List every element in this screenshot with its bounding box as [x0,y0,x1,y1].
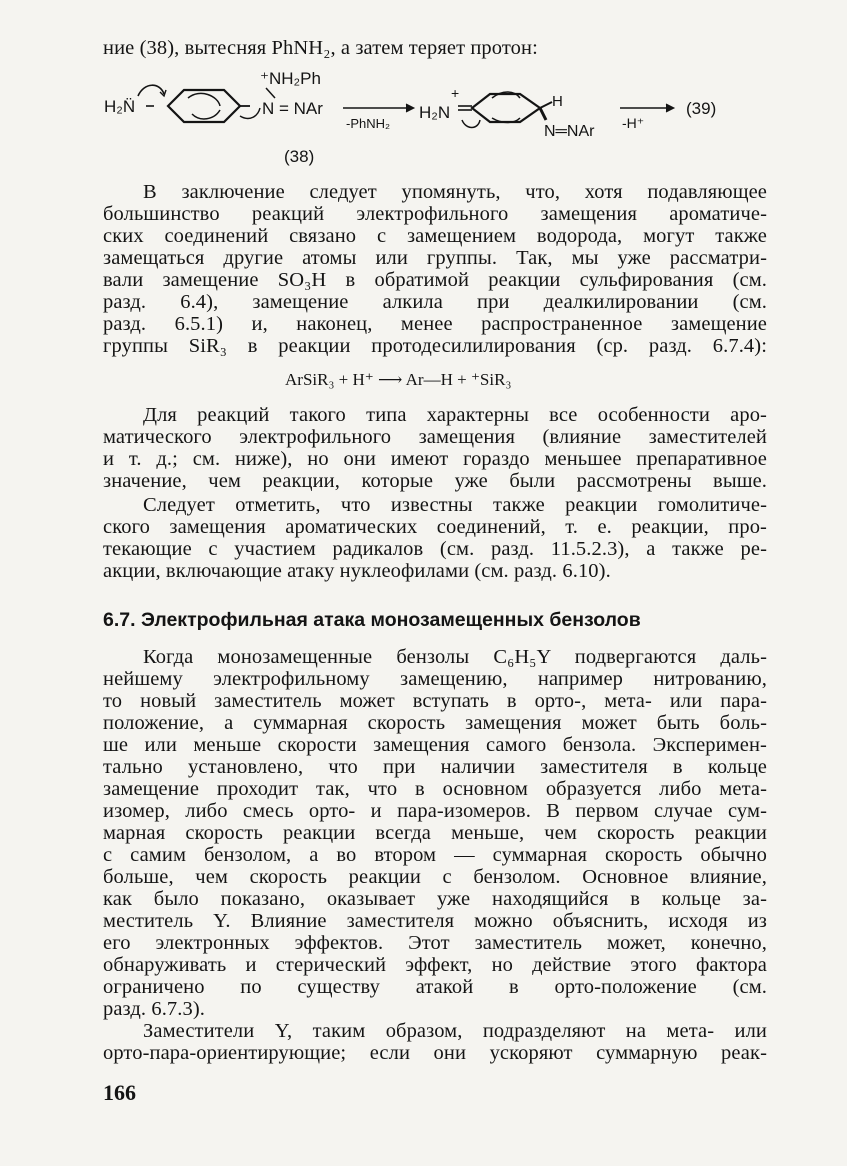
text-line: вали замещение SO₃H в обратимой реакции сульфирования (см. [103,269,767,291]
curly-arrow-icon [240,108,260,118]
compound-number: (38) [284,147,315,166]
text-line: положение, а суммарная скорость замещения может быть боль- [103,712,767,734]
text-line: меститель Y. Влияние заместителя можно объяснить, исходя из [103,910,767,932]
reaction-scheme [100,62,740,174]
right-amine-label: H₂N [419,103,451,122]
text-line: Когда монозамещенные бензолы C₆H₅Y подвергаются даль- [143,646,767,668]
text-line: Для реакций такого типа характерны все особенности аро- [143,404,767,426]
plus-label: + [451,85,460,101]
text-line: с самим бензолом, а во втором — суммарная скорость обычно [103,844,767,866]
text-line: группы SiR₃ в реакции протодесилилирования (ср. разд. 6.7.4): [103,335,767,357]
page-number: 166 [103,1080,136,1105]
text-line: ского замещения ароматических соединений, т. е. реакции, про- [103,516,767,538]
text-line: матического электрофильного замещения (влияние заместителей [103,426,767,448]
left-amine-label: H₂N̈ [104,97,136,116]
arrow2-label: -H⁺ [622,115,645,131]
h-label: H [552,93,563,110]
benzene-ring-icon [168,90,240,122]
text-line: замещаться другие атомы или группы. Так, мы уже рассматри- [103,247,767,269]
text-line: большинство реакций электрофильного замещения ароматиче- [103,203,767,225]
text-line: Заместители Y, таким образом, подразделяют на мета- или [143,1020,767,1042]
text-line: марная скорость реакции всегда меньше, чем скорость реакции [103,822,767,844]
curly-arrow-icon [138,85,164,96]
nh2ph-label: ⁺NH₂Ph [260,69,321,88]
text-line: нейшему электрофильному замещению, например нитрованию, [103,668,767,690]
text-line: Следует отметить, что известны также реакции гомолитиче- [143,494,767,516]
text-line: ограничено по существу атакой в орто-положение (см. [103,976,767,998]
text-line: ских соединений связано с замещением водорода, могут также [103,225,767,247]
text-line: орто-пара-ориентирующие; если они ускоряют суммарную реак- [103,1042,767,1064]
equation-number: (39) [686,99,717,118]
cyclohexadienyl-ring-icon [472,94,540,122]
text-line: его электронных эффектов. Этот заместитель может, конечно, [103,932,767,954]
text-line: значение, чем реакции, которые уже были рассмотрены выше. [103,470,767,492]
text-line: то новый заместитель может вступать в орто-, мета- или пара- [103,690,767,712]
text-line: как было показано, оказывает уже находящийся в кольце за- [103,888,767,910]
arrow-label: -PhNH₂ [346,116,391,131]
n-eq-nar-label: N = NAr [262,99,323,118]
text-line: тально установлено, что при наличии заместителя в кольце [103,756,767,778]
intro-line: ние (38), вытесняя PhNH₂, а затем теряет протон: [103,37,538,59]
text-line: разд. 6.7.3). [103,998,206,1020]
text-line: текающие с участием радикалов (см. разд. 11.5.2.3), а также ре- [103,538,767,560]
text-line: замещение проходит так, что в основном образуется либо мета- [103,778,767,800]
text-line: больше, чем скорость реакции с бензолом. Основное влияние, [103,866,767,888]
text-line: акции, включающие атаку нуклеофилами (см. разд. 6.10). [103,560,611,582]
curly-arrow-icon [462,120,480,128]
text-line: ше или меньше скорости замещения самого бензола. Эксперимен- [103,734,767,756]
text-line: и т. д.; см. ниже), но они имеют гораздо меньшее препаративное [103,448,767,470]
azo-label: N═NAr [544,123,595,140]
text-line: В заключение следует упомянуть, что, хотя подавляющее [143,181,767,203]
text-line: разд. 6.4), замещение алкила при деалкилировании (см. [103,291,767,313]
section-heading: 6.7. Электрофильная атака монозамещенных бензолов [103,609,641,631]
text-line: изомер, либо смесь орто- и пара-изомеров. В первом случае сум- [103,800,767,822]
text-line: обнаруживать и стерический эффект, но действие этого фактора [103,954,767,976]
desilylation-equation: ArSiR₃ + H⁺ ⟶ Ar—H + ⁺SiR₃ [285,370,512,389]
text-line: разд. 6.5.1) и, наконец, менее распространенное замещение [103,313,767,335]
